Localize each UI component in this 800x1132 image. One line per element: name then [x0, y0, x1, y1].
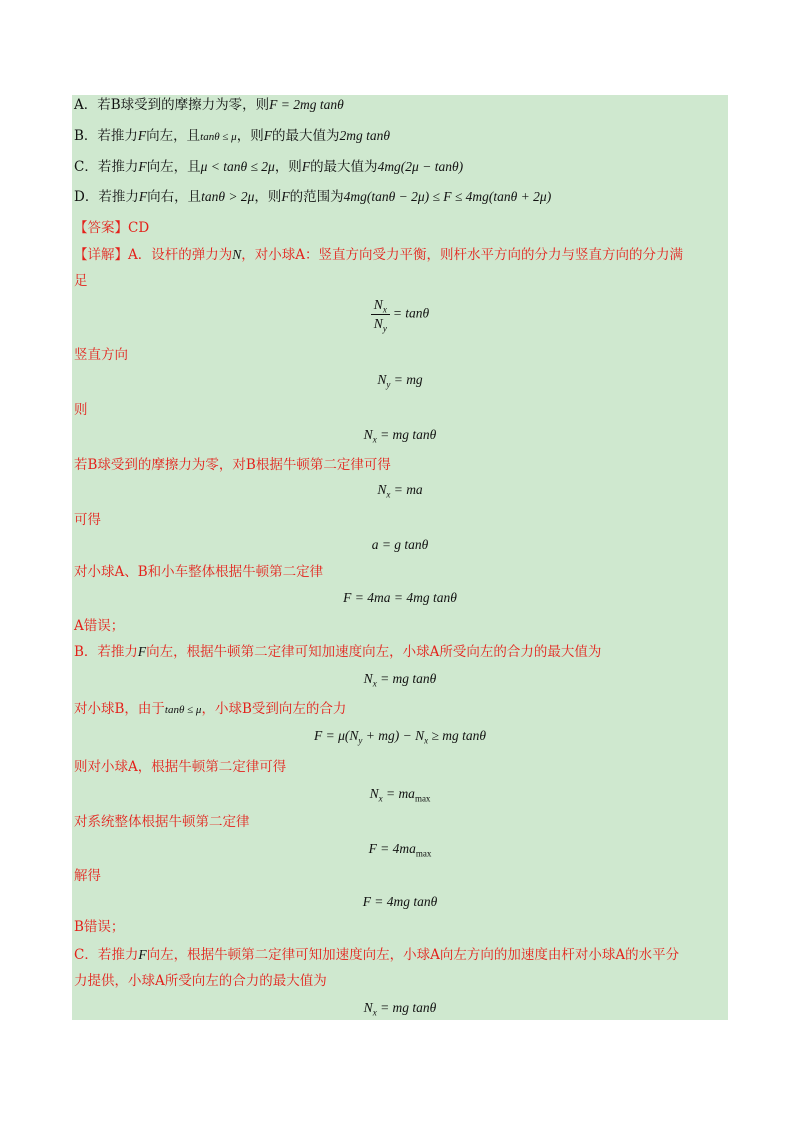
equation-ny: $N_y$ = mg [377, 372, 423, 390]
equation-system: $F = 4ma_{max}$ [368, 841, 432, 859]
text-whole: 对小球A、B和小车整体根据牛顿第二定律 [74, 564, 324, 580]
text-solve: 解得 [74, 868, 101, 884]
equation-friction: $F = \mu(N_y + mg) - N_x$ ≥ mg tanθ [313, 728, 487, 746]
text-frictionless: 若B球受到的摩擦力为零，对B根据牛顿第二定律可得 [74, 457, 391, 473]
equation-ratio: $\frac{N_x}{N_y}$ = tanθ [72, 297, 728, 332]
equation-nx-max: $N_x = ma_{max}$ [369, 786, 431, 804]
answer-label: 【答案】CD [74, 220, 150, 236]
equation-nx-ma: $N_x$ = ma [377, 482, 423, 500]
option-b: B．若推力F向左，且tanθ ≤ μ，则F的最大值为2mg tanθ [74, 128, 390, 144]
option-d: D．若推力F向右，且tanθ > 2μ，则F的范围为4mg(tanθ − 2μ) ≤ F ≤ 4mg(tanθ + 2μ) [74, 189, 552, 205]
text-system: 对系统整体根据牛顿第二定律 [74, 814, 250, 830]
option-c: C．若推力F向左，且μ < tanθ ≤ 2μ，则F的最大值为4mg(2μ − tanθ) [74, 159, 464, 175]
text-c-line1: C．若推力F向左，根据牛顿第二定律可知加速度向左，小球A向左方向的加速度由杆对小球A的水平分 [74, 947, 680, 963]
option-a: A．若B球受到的摩擦力为零，则F = 2mg tanθ [74, 97, 344, 113]
equation-nx-c: $N_x$ = mg tanθ [363, 1000, 437, 1018]
text-b-wrong: B错误； [74, 919, 125, 935]
equation-nx-b: $N_x$ = mg tanθ [363, 671, 437, 689]
text-obtain: 可得 [74, 512, 101, 528]
equation-accel: a = g tanθ [371, 537, 429, 552]
detail-intro: 【详解】A．设杆的弹力为N，对小球A：竖直方向受力平衡，则杆水平方向的分力与竖直方向的分力满 [74, 247, 684, 263]
detail-intro-cont: 足 [74, 273, 88, 289]
text-b-intro: B．若推力F向左，根据牛顿第二定律可知加速度向左，小球A所受向左的合力的最大值为 [74, 644, 602, 660]
text-a-wrong: A错误； [74, 618, 125, 634]
text-then: 则 [74, 402, 88, 418]
equation-result: F = 4mg tanθ [362, 894, 438, 909]
text-vertical: 竖直方向 [74, 347, 128, 363]
text-c-line2: 力提供，小球A所受向左的合力的最大值为 [74, 973, 327, 989]
solution-panel [72, 95, 728, 1020]
equation-force-a: F = 4ma = 4mg tanθ [343, 590, 457, 605]
equation-nx: $N_x$ = mg tanθ [363, 427, 437, 445]
text-b-ball: 对小球B，由于tanθ ≤ μ，小球B受到向左的合力 [74, 701, 347, 717]
text-b-ball-a: 则对小球A，根据牛顿第二定律可得 [74, 759, 287, 775]
